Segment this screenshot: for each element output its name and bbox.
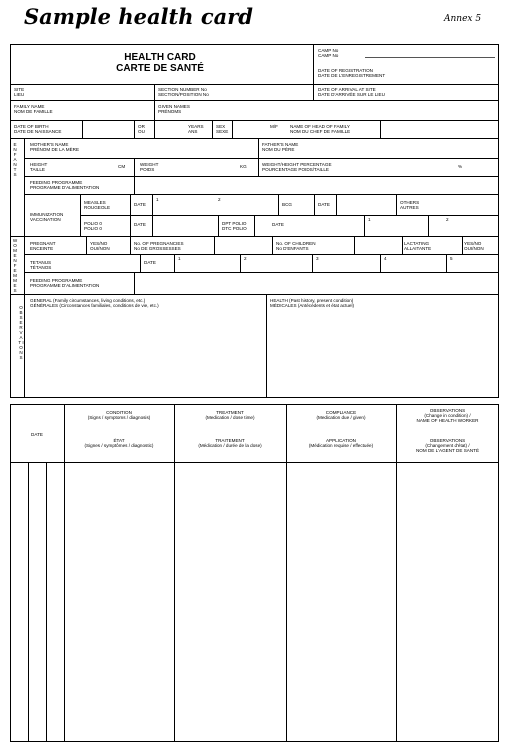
- name-head-label: NAME OF HEAD OF FAMILY NOM DU CHEF DE FAMILLE: [290, 124, 351, 134]
- date-arrival-label: DATE OF ARRIVAL AT SITE DATE D'ARRIVÉE SUR LE LIEU: [318, 87, 385, 97]
- log-observations-header: OBSERVATIONS (Change in condition) / NAME OF HEALTH WORKER: [416, 408, 479, 423]
- lactating-label: LACTATING ALLAITANTE: [404, 241, 432, 251]
- general-label: GENERAL (Family circumstances, living conditions, etc.) GÉNÉRALES (Circonstances familiales, conditions de vie, etc.): [30, 298, 159, 308]
- years-label: YEARS ANS: [188, 124, 204, 134]
- observations-side-label: O B S E R V A T I O N S: [18, 305, 24, 360]
- kg-unit: KG: [240, 164, 247, 169]
- tetanus-label: TETANUS TÉTANOS: [30, 260, 52, 270]
- children-side-label-top: E N F A N T S: [13, 142, 17, 177]
- bcg-date-label: DATE: [318, 202, 330, 207]
- pregnant-yes-no: YES/NO OUI/NON: [90, 241, 110, 251]
- fathers-name-label: FATHER'S NAME NOM DU PÈRE: [262, 142, 299, 152]
- log-etat-header: ÉTAT (Signes / symptômes / diagnostic): [84, 438, 154, 448]
- num-1c: 1: [178, 256, 181, 261]
- num-2c: 2: [244, 256, 247, 261]
- mf-label: M/F: [270, 124, 278, 129]
- polio-date-label: DATE: [134, 222, 146, 227]
- lactating-yes-no: YES/NO OUI/NON: [464, 241, 484, 251]
- log-date-header: DATE: [31, 432, 43, 437]
- card-title-en: HEALTH CARD: [124, 52, 196, 63]
- measles-date-label: DATE: [134, 202, 146, 207]
- mothers-name-label: MOTHER'S NAME PRÉNOM DE LA MÈRE: [30, 142, 80, 152]
- log-application-header: APPLICATION (Médication requise / effectuée): [308, 438, 374, 448]
- site-label: SITE LIEU: [14, 87, 25, 97]
- no-children-label: No. OF CHILDREN No D'ENFANTS: [276, 241, 316, 251]
- family-name-label: FAMILY NAME NOM DE FAMILLE: [14, 104, 53, 114]
- date-registration-label: DATE OF REGISTRATION DATE DE L'ENREGISTREMENT: [318, 68, 386, 78]
- immunization-label: IMMUNIZATION VACCINATION: [30, 212, 64, 222]
- camp-label: CAMP No CAMP No: [318, 48, 339, 58]
- or-label: OR OU: [138, 124, 145, 134]
- given-names-label: GIVEN NAMES PRÉNOMS: [158, 104, 190, 114]
- health-label: HEALTH (Past history, present condition) MÉDICALES (Antécédents et état actuel): [270, 298, 355, 308]
- log-treatment-header: TREATMENT (Medication / dose time): [205, 410, 255, 420]
- bcg-label: BCG: [282, 202, 292, 207]
- weight-label: WEIGHT POIDS: [140, 162, 159, 172]
- feeding-programme-label: FEEDING PROGRAMME PROGRAMME D'ALIMENTATION: [30, 180, 100, 190]
- num-1b: 1: [368, 217, 371, 222]
- page-title: Sample health card: [24, 4, 253, 29]
- card-title-fr: CARTE DE SANTÉ: [116, 63, 204, 74]
- percent-unit: %: [458, 164, 463, 169]
- log-compliance-header: COMPLIANCE (Medication due / given): [316, 410, 366, 420]
- num-4c: 4: [384, 256, 387, 261]
- polio-label: POLIO 0 POLIO 0: [84, 221, 102, 231]
- log-observations-fr-header: OBSERVATIONS (Changement d'état) / NOM DE L'AGENT DE SANTÉ: [415, 438, 480, 453]
- no-pregnancies-label: No. OF PREGNANCIES No DE GROSSESSES: [134, 241, 184, 251]
- section-number-label: SECTION NUMBER No SECTION/POSITION No: [158, 87, 209, 97]
- treatment-log-table: [10, 404, 499, 742]
- dob-label: DATE OF BIRTH DATE DE NAISSANCE: [14, 124, 62, 134]
- num-2b: 2: [446, 217, 449, 222]
- num-2a: 2: [218, 197, 221, 202]
- log-traitement-header: TRAITEMENT (Médication / durée de la dose): [198, 438, 262, 448]
- measles-label: MEASLES ROUGEOLE: [84, 200, 111, 210]
- cm-unit: CM: [118, 164, 126, 169]
- others-label: OTHERS AUTRES: [400, 200, 420, 210]
- sex-label: SEX SEXE: [216, 124, 229, 134]
- feeding-programme-women-label: FEEDING PROGRAMME PROGRAMME D'ALIMENTATION: [30, 278, 100, 288]
- dpt-polio-label: DPT POLIO DTC POLIO: [222, 221, 247, 231]
- height-label: HEIGHT TAILLE: [30, 162, 48, 172]
- num-1a: 1: [156, 197, 159, 202]
- weight-height-label: WEIGHT/HEIGHT PERCENTAGE POURCENTAGE POIDS/TAILLE: [262, 162, 332, 172]
- tetanus-date-label: DATE: [144, 260, 156, 265]
- annex-label: Annex 5: [444, 14, 482, 24]
- num-5c: 5: [450, 256, 453, 261]
- women-side-label: W O M E N F E M M E S: [12, 238, 18, 293]
- pregnant-label: PREGNANT ENCEINTE: [30, 241, 56, 251]
- dpt-date-label: DATE: [272, 222, 284, 227]
- num-3c: 3: [316, 256, 319, 261]
- log-condition-header: CONDITION (Signs / symptoms / diagnosis): [87, 410, 151, 420]
